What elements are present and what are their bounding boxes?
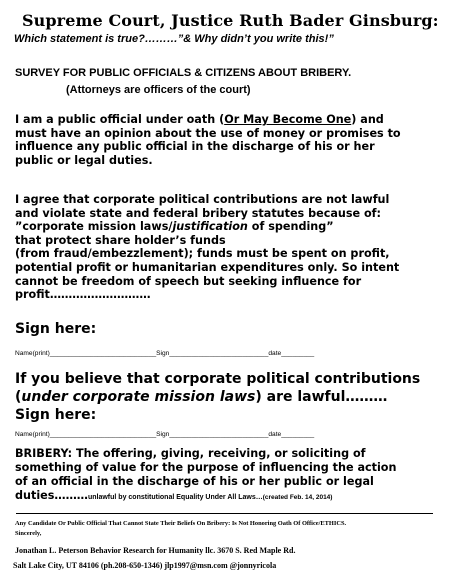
oath-line-1: I am a public official under oath (Or May Become One) and <box>15 113 384 126</box>
agree-line-2: and violate state and federal bribery statutes because of: <box>15 206 382 220</box>
bribery-line-1: BRIBERY: The offering, giving, receiving, or soliciting of <box>15 447 366 460</box>
footer-author: Jonathan L. Peterson Behavior Research for Humanity llc. 3670 S. Red Maple Rd. <box>15 546 296 555</box>
agree-line-1: I agree that corporate political contributions are not lawful <box>15 193 390 206</box>
oath-line-2: must have an opinion about the use of money or promises to <box>15 126 401 140</box>
sign-here-label-2: Sign here: <box>15 407 97 423</box>
oath-line-3: influence any public official in the discharge of his or her <box>15 140 375 154</box>
survey-subheading: (Attorneys are officers of the court) <box>66 84 251 96</box>
footer-divider <box>16 513 433 514</box>
bribery-line-3: of an official in the discharge of his or her public or legal <box>15 475 374 488</box>
agree-line-3: ”corporate mission laws/justification of spending” <box>15 220 334 234</box>
sign-here-label-1: Sign here: <box>15 321 97 337</box>
bribery-line-2: something of value for the purpose of influencing the action <box>15 461 397 474</box>
agree-paragraph <box>15 193 399 302</box>
oath-line-4: public or legal duties. <box>15 153 153 167</box>
bribery-paragraph <box>15 447 396 505</box>
believe-line-1: If you believe that corporate political contributions <box>15 371 421 387</box>
agree-line-5: (from fraud/embezzlement); funds must be spent on profit, <box>15 247 390 261</box>
footer-notice: Any Candidate Or Public Official That Cannot State Their Beliefs On Bribery: Is Not Honoring Oath Of Office/ETHICS. <box>15 520 347 527</box>
page-subtitle: Which statement is true?………”& Why didn’t you write this!” <box>14 33 334 45</box>
agree-line-4: that protect share holder’s funds <box>15 233 226 247</box>
agree-line-6: potential profit or humanitarian expenditures only. So intent <box>15 260 400 274</box>
agree-line-7: cannot be freedom of speech but seeking influence for <box>15 274 362 288</box>
survey-heading: SURVEY FOR PUBLIC OFFICIALS & CITIZENS ABOUT BRIBERY. <box>15 67 352 79</box>
signature-line-1[interactable]: Name(print)_____________________________Sign___________________________date_________ <box>15 350 315 357</box>
footer-contact: Salt Lake City, UT 84106 (ph.208-650-1346) jlp1997@msn.com @jonnyricola <box>13 561 277 570</box>
oath-underlined-phrase: Or May Become One <box>224 113 352 126</box>
page-title: Supreme Court, Justice Ruth Bader Ginsburg: <box>22 11 439 30</box>
bribery-line-4: duties………unlawful by constitutional Equality Under All Laws…(created Feb. 14, 2014) <box>15 489 333 502</box>
footer-sincerely: Sincerely, <box>15 530 42 537</box>
believe-line-2: (under corporate mission laws) are lawful……… <box>15 389 388 405</box>
signature-line-2[interactable]: Name(print)_____________________________Sign___________________________date_________ <box>15 431 315 438</box>
agree-line-8: profit……………………… <box>15 288 151 302</box>
oath-paragraph <box>15 113 401 167</box>
